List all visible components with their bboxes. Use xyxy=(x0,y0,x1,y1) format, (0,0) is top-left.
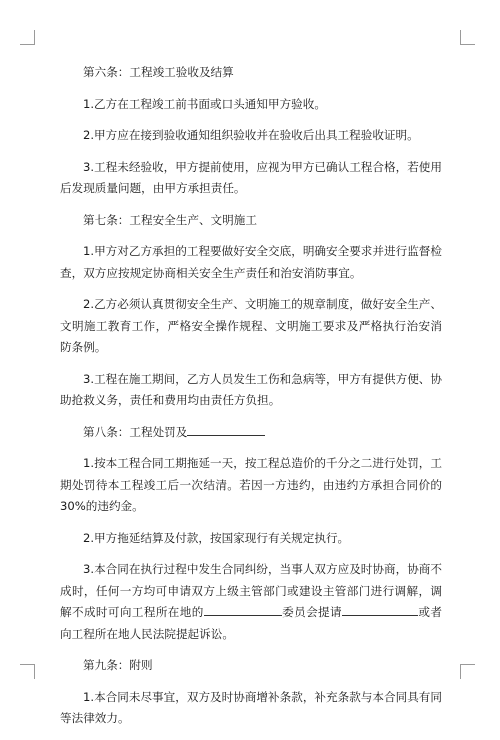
corner-mark-bottom-right xyxy=(460,664,475,679)
section-heading: 第六条：工程竣工验收及结算 xyxy=(83,65,234,79)
clause-text: 委员会提请 xyxy=(281,605,343,619)
section-heading-with-blank xyxy=(60,422,442,444)
clause-item: 2.甲方应在接到验收通知组织验收并在验收后出具工程验收证明。 xyxy=(83,128,419,142)
clause-item: 2.乙方必须认真贯彻安全生产、文明施工的规章制度，做好安全生产、文明施工教育工作，严格安全操作规程、文明施工要求及严格执行治安消防条例。 xyxy=(60,297,442,354)
section-heading: 第八条：工程处罚及 xyxy=(83,424,188,439)
clause-item-with-blanks xyxy=(60,559,442,645)
clause-item: 3.工程在施工期间，乙方人员发生工伤和急病等，甲方有提供方便、协助抢救义务，责任和费用均由责任方负担。 xyxy=(60,371,442,407)
clause-item: 1.本合同未尽事宜，双方及时协商增补条款，补充条款与本合同具有同等法律效力。 xyxy=(60,689,442,725)
fill-in-blank[interactable] xyxy=(204,603,282,616)
clause-item: 3.工程未经验收，甲方提前使用，应视为甲方已确认工程合格，若使用后发现质量问题，由甲方承担责任。 xyxy=(60,159,442,195)
clause-item: 1.乙方在工程竣工前书面或口头通知甲方验收。 xyxy=(83,96,326,111)
clause-item: 1.甲方对乙方承担的工程要做好安全交底，明确安全要求并进行监督检查，双方应按规定协商相关安全生产责任和治安消防事宜。 xyxy=(60,244,442,280)
clause-text: 或者向工程所在地人民法院提起诉讼。 xyxy=(60,605,442,641)
fill-in-blank[interactable] xyxy=(187,423,265,436)
corner-mark-top-left xyxy=(20,30,35,45)
corner-mark-bottom-left xyxy=(20,664,35,679)
clause-item: 1.按本工程合同工期拖延一天，按工程总造价的千分之二进行处罚，工期处罚待本工程竣工后一次结清。若因一方违约，由违约方承担合同价的30%的违约金。 xyxy=(60,456,442,513)
clause-text: 3.本合同在执行过程中发生合同纠纷，当事人双方应及时协商，协商不成时，任何一方均可申请双方上级主管部门或建设主管部门进行调解，调解不成时可向工程所在地的 xyxy=(60,562,442,619)
section-heading: 第七条：工程安全生产、文明施工 xyxy=(83,212,257,227)
section-heading: 第九条：附则 xyxy=(83,658,153,672)
fill-in-blank[interactable] xyxy=(342,603,418,616)
clause-item: 2.甲方拖延结算及付款，按国家现行有关规定执行。 xyxy=(83,530,350,545)
corner-mark-top-right xyxy=(460,30,475,45)
document-body xyxy=(60,62,442,740)
